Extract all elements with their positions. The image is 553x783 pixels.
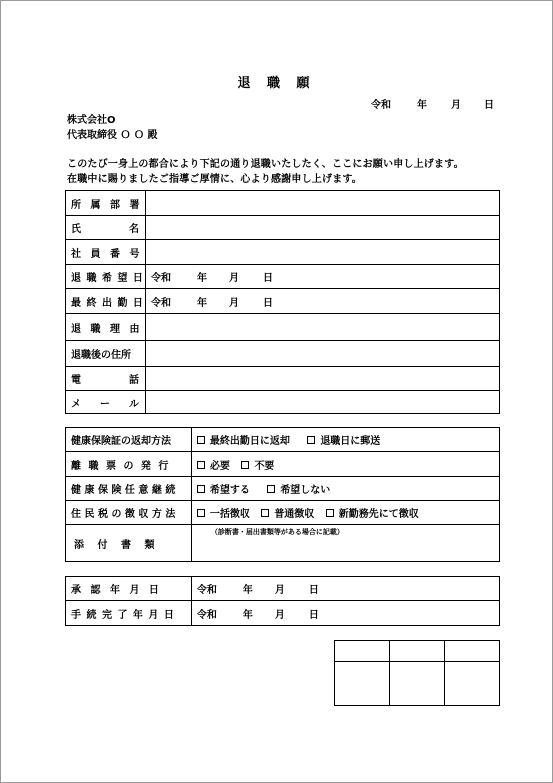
checkbox-icon[interactable] — [197, 485, 205, 493]
table-row — [66, 240, 500, 265]
attachments-note: （診断書・届出書類等がある場合に記載） — [210, 528, 344, 536]
separation-slip-options — [191, 452, 499, 477]
separation-slip-label: 離 職 票 の 発 行 — [66, 452, 192, 477]
table-row — [66, 477, 500, 501]
option-lump-sum[interactable]: 一括徴収 — [197, 505, 250, 520]
voluntary-insurance-options — [191, 477, 499, 501]
option-new-employer[interactable]: 新勤務先にて徴収 — [326, 505, 419, 520]
mail-field[interactable] — [145, 391, 499, 414]
intro-line-2: 在職中に賜りましたご指導ご厚情に、心より感謝申し上げます。 — [67, 174, 362, 185]
insurance-return-options — [191, 428, 499, 452]
name-label: 氏 名 — [66, 216, 146, 240]
reason-field[interactable] — [145, 314, 499, 341]
completion-date-field[interactable]: 令和 年 月 日 — [191, 601, 499, 626]
approval-date-label: 承 認 年 月 日 — [66, 577, 192, 601]
option-mail-on-retirement[interactable]: 退職日に郵送 — [307, 432, 380, 447]
resident-tax-label: 住 民 税 の 徴 収 方 法 — [66, 501, 192, 525]
checkbox-icon[interactable] — [241, 461, 249, 469]
date-era: 令和 — [371, 100, 391, 111]
phone-label: 電 話 — [66, 367, 146, 391]
table-row — [66, 428, 500, 452]
date-month: 月 — [451, 100, 461, 111]
mail-label: メ ー ル — [66, 391, 146, 414]
checkbox-icon[interactable] — [261, 509, 269, 517]
table-row — [66, 191, 500, 216]
table-row — [66, 265, 500, 289]
last-day-field[interactable]: 令和 年 月 日 — [145, 289, 499, 314]
desired-date-label: 退 職 希 望 日 — [66, 265, 146, 289]
employee-info-table — [65, 190, 500, 414]
dept-field[interactable] — [145, 191, 499, 216]
procedures-table — [65, 427, 500, 562]
address-field[interactable] — [145, 341, 499, 367]
completion-date-label: 手 続 完 了 年 月 日 — [66, 601, 192, 626]
option-needed[interactable]: 必要 — [197, 457, 230, 472]
approval-date-field[interactable]: 令和 年 月 日 — [191, 577, 499, 601]
stamp-cell[interactable] — [390, 662, 445, 706]
attachments-label: 添 付 書 類 — [66, 525, 192, 562]
table-row — [66, 289, 500, 314]
resident-tax-options — [191, 501, 499, 525]
stamp-header-row — [335, 641, 500, 662]
addressee: 代表取締役 Ｏ Ｏ 殿 — [67, 130, 158, 141]
attachments-field[interactable] — [191, 525, 499, 562]
phone-field[interactable] — [145, 367, 499, 391]
table-row — [66, 314, 500, 341]
table-row — [66, 601, 500, 626]
option-wish[interactable]: 希望する — [197, 481, 250, 496]
checkbox-icon[interactable] — [197, 436, 205, 444]
checkbox-icon[interactable] — [307, 436, 315, 444]
option-no-wish[interactable]: 希望しない — [267, 481, 330, 496]
desired-date-field[interactable]: 令和 年 月 日 — [145, 265, 499, 289]
table-row — [66, 391, 500, 414]
company-name: 株式会社O — [67, 115, 116, 126]
stamp-header-cell — [390, 641, 445, 662]
date-day: 日 — [484, 100, 494, 111]
option-return-last-day[interactable]: 最終出勤日に返却 — [197, 432, 290, 447]
checkbox-icon[interactable] — [197, 509, 205, 517]
option-ordinary[interactable]: 普通徴収 — [261, 505, 314, 520]
employee-number-label: 社 員 番 号 — [66, 240, 146, 265]
stamp-header-cell — [445, 641, 500, 662]
date-year: 年 — [417, 100, 427, 111]
reason-label: 退 職 理 由 — [66, 314, 146, 341]
stamp-boxes — [334, 640, 500, 706]
stamp-row — [335, 662, 500, 706]
voluntary-insurance-label: 健 康 保 険 任 意 継 続 — [66, 477, 192, 501]
name-field[interactable] — [145, 216, 499, 240]
table-row — [66, 341, 500, 367]
table-row — [66, 216, 500, 240]
address-label: 退職後の住所 — [66, 341, 146, 367]
checkbox-icon[interactable] — [326, 509, 334, 517]
stamp-cell[interactable] — [335, 662, 390, 706]
stamp-cell[interactable] — [445, 662, 500, 706]
approval-table — [65, 576, 500, 626]
table-row — [66, 577, 500, 601]
option-not-needed[interactable]: 不要 — [241, 457, 274, 472]
table-row — [66, 452, 500, 477]
table-row — [66, 501, 500, 525]
insurance-return-label: 健康保険証の返却方法 — [66, 428, 192, 452]
table-row — [66, 525, 500, 562]
employee-number-field[interactable] — [145, 240, 499, 265]
checkbox-icon[interactable] — [267, 485, 275, 493]
stamp-header-cell — [335, 641, 390, 662]
table-row — [66, 367, 500, 391]
dept-label: 所 属 部 署 — [66, 191, 146, 216]
document-title: 退 職 願 — [237, 76, 316, 91]
intro-line-1: このたび一身上の都合により下記の通り退職いたしたく、ここにお願い申し上げます。 — [67, 159, 464, 170]
checkbox-icon[interactable] — [197, 461, 205, 469]
last-day-label: 最 終 出 勤 日 — [66, 289, 146, 314]
